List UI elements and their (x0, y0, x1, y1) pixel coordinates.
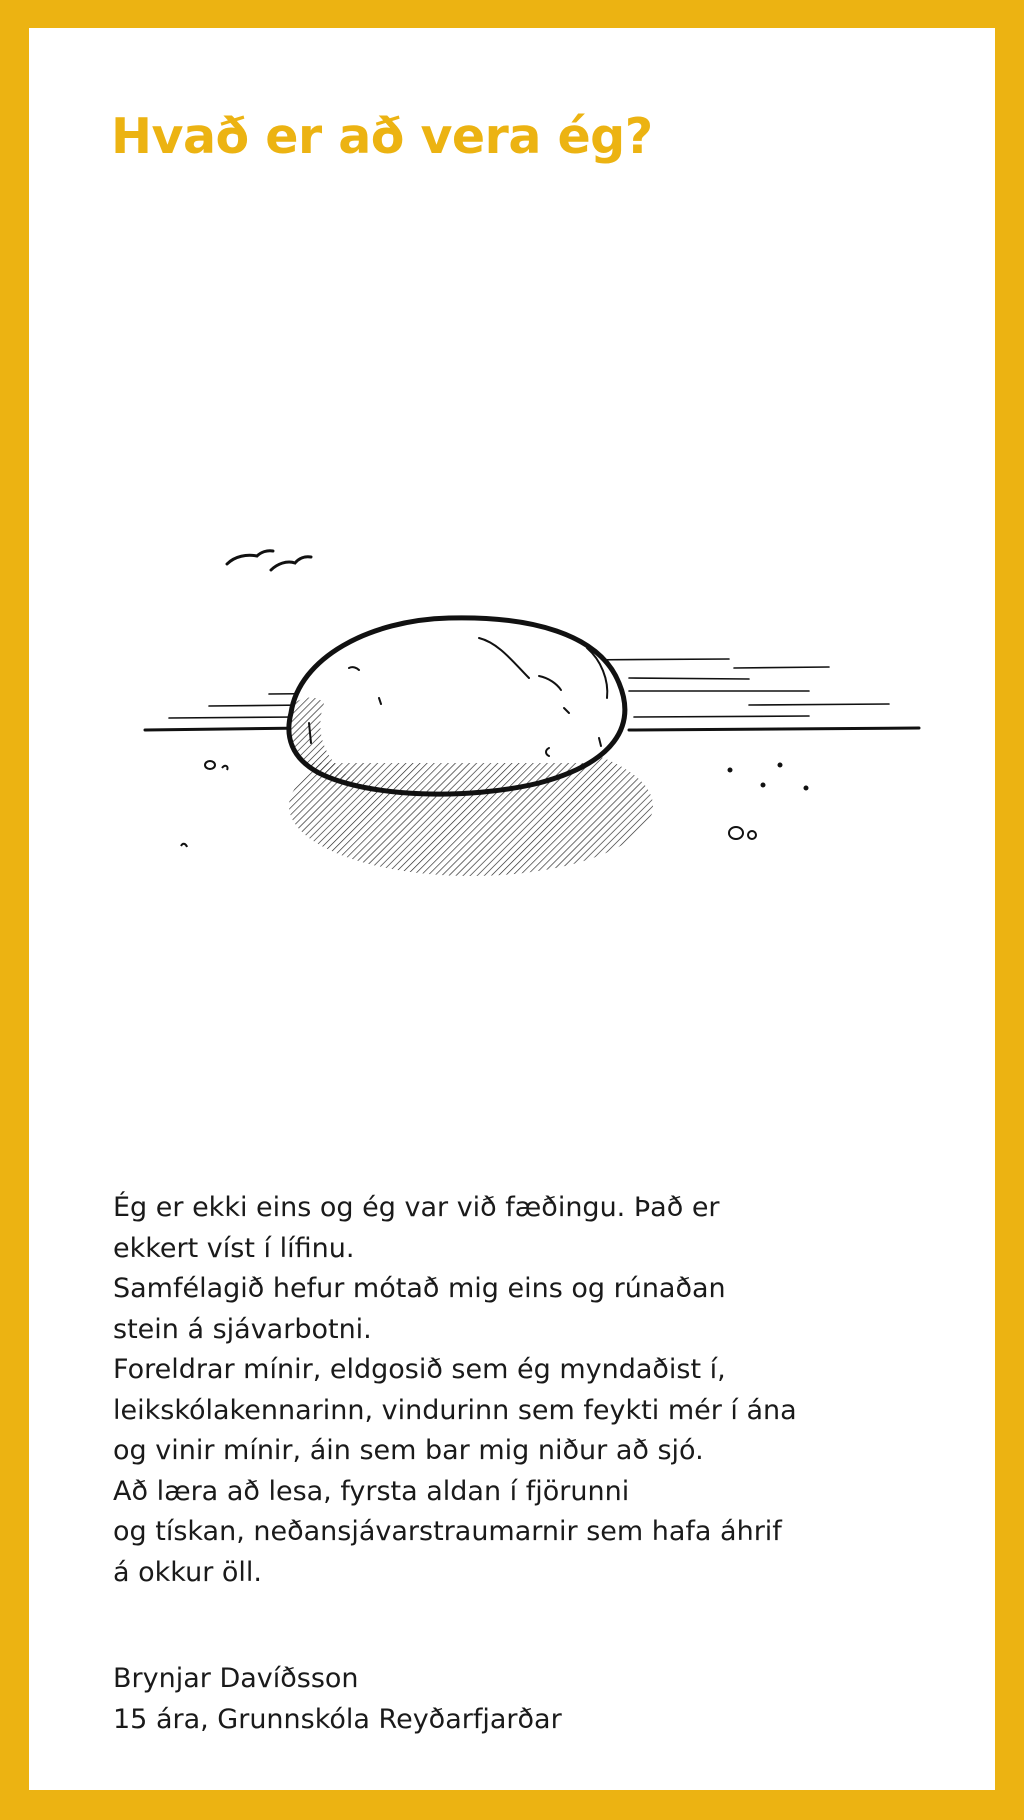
stone-on-shore-icon (109, 508, 929, 1008)
poem-line: og vinir mínir, áin sem bar mig niður að sjó. (113, 1435, 704, 1466)
poem-line: stein á sjávarbotni. (113, 1313, 372, 1345)
author-details: 15 ára, Grunnskóla Reyðarfjarðar (113, 1703, 562, 1735)
page-title: Hvað er að vera ég? (111, 108, 653, 165)
bird-icon (227, 551, 311, 570)
poem-line: ekkert víst í lífinu. (113, 1232, 355, 1264)
document-page (29, 28, 995, 1790)
poem-line: Samfélagið hefur mótað mig eins og rúnaðan (113, 1273, 726, 1304)
poem-line: og tískan, neðansjávarstraumarnir sem hafa áhrif (113, 1516, 782, 1547)
poem-line: leikskólakennarinn, vindurinn sem feykti mér í ána (113, 1394, 797, 1426)
poem-line: Foreldrar mínir, eldgosið sem ég myndaðist í, (113, 1354, 726, 1385)
poem-text (113, 1188, 873, 1593)
poem-line: Ég er ekki eins og ég var við fæðingu. Það er (113, 1192, 720, 1223)
author-name: Brynjar Davíðsson (113, 1663, 359, 1694)
poem-line: á okkur öll. (113, 1556, 262, 1588)
poem-line: Að læra að lesa, fyrsta aldan í fjörunni (113, 1475, 630, 1507)
author-block (113, 1659, 562, 1740)
